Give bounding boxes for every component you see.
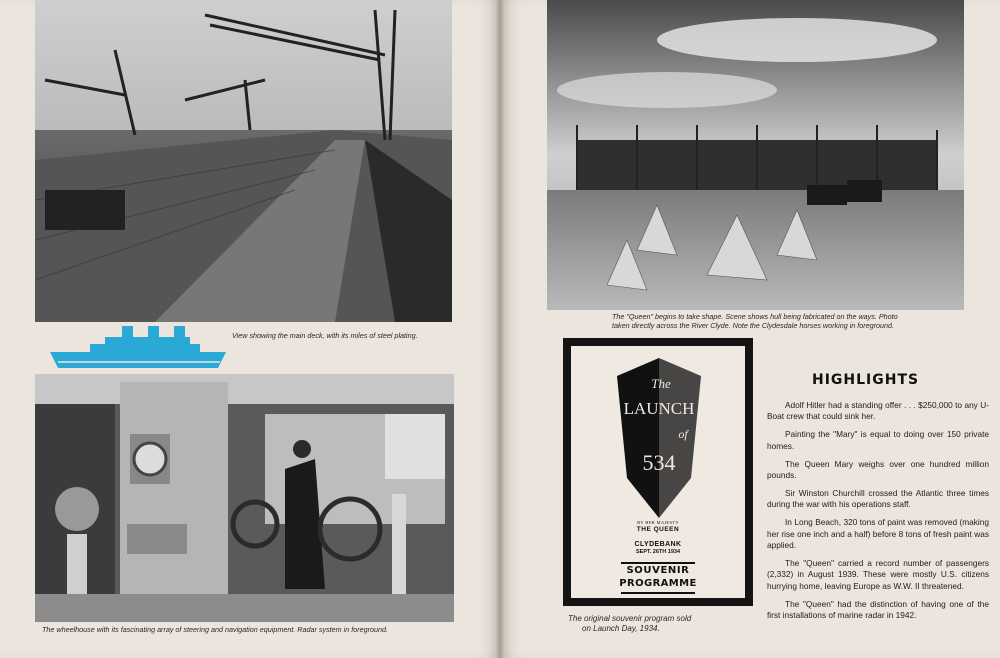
main-deck-caption: View showing the main deck, with its miles of steel plating. <box>232 331 418 340</box>
program-caption-line2: on Launch Day, 1934. <box>582 624 660 633</box>
program-caption-line1: The original souvenir program sold <box>568 614 692 623</box>
program-date: SEPT. 26TH 1934 <box>635 549 681 555</box>
program-title-number: 534 <box>642 450 676 475</box>
program-queen: THE QUEEN <box>636 526 680 533</box>
program-title-of: of <box>678 427 688 441</box>
wheelhouse-caption: The wheelhouse with its fascinating array of steering and navigation equipment. Radar system in foreground. <box>42 625 388 634</box>
ocean-liner-icon <box>50 322 226 372</box>
book-spine <box>496 0 504 658</box>
program-shield-emblem <box>607 358 711 524</box>
highlight-item: Adolf Hitler had a standing offer . . . $250,000 to any U-Boat crew that could sink her. <box>767 400 989 422</box>
program-place: CLYDEBANK <box>634 541 682 548</box>
program-programme: PROGRAMME <box>619 578 697 589</box>
program-title-the: The <box>651 376 671 391</box>
hull-caption-line2: taken directly across the River Clyde. Note the Clydesdale horses working in foreground. <box>612 321 895 330</box>
highlight-item: In Long Beach, 320 tons of paint was removed (making her rise one inch and a half) before 8 tons of fresh paint was applied. <box>767 517 989 551</box>
program-rule-bottom <box>621 592 695 594</box>
highlight-item: The Queen Mary weighs over one hundred million pounds. <box>767 458 989 481</box>
program-souvenir: SOUVENIR <box>626 565 690 576</box>
hull-construction-photo <box>547 0 964 310</box>
highlight-item: The "Queen" carried a record number of passengers (2,332) in August 1939. These were mostly U.S. citizens hurrying home, leaving Europe as W.W. II threatened. <box>767 557 989 591</box>
highlight-item: Sir Winston Churchill crossed the Atlantic three times during the war with his operations staff. <box>767 487 989 510</box>
highlights-list <box>767 400 989 628</box>
highlights-title: HIGHLIGHTS <box>812 372 920 388</box>
program-rule-top <box>621 562 695 564</box>
souvenir-program <box>563 338 753 606</box>
program-by-line: BY HER MAJESTY <box>637 520 679 525</box>
highlight-item: The "Queen" had the distinction of having one of the first installations of marine radar in 1942. <box>767 598 989 621</box>
program-title-launch: LAUNCH <box>623 399 695 418</box>
hull-caption-line1: The "Queen" begins to take shape. Scene shows hull being fabricated on the ways. Photo <box>612 312 898 321</box>
wheelhouse-photo <box>35 374 454 622</box>
main-deck-photo <box>35 0 452 322</box>
highlight-item: Painting the "Mary" is equal to doing over 150 private homes. <box>767 429 989 451</box>
